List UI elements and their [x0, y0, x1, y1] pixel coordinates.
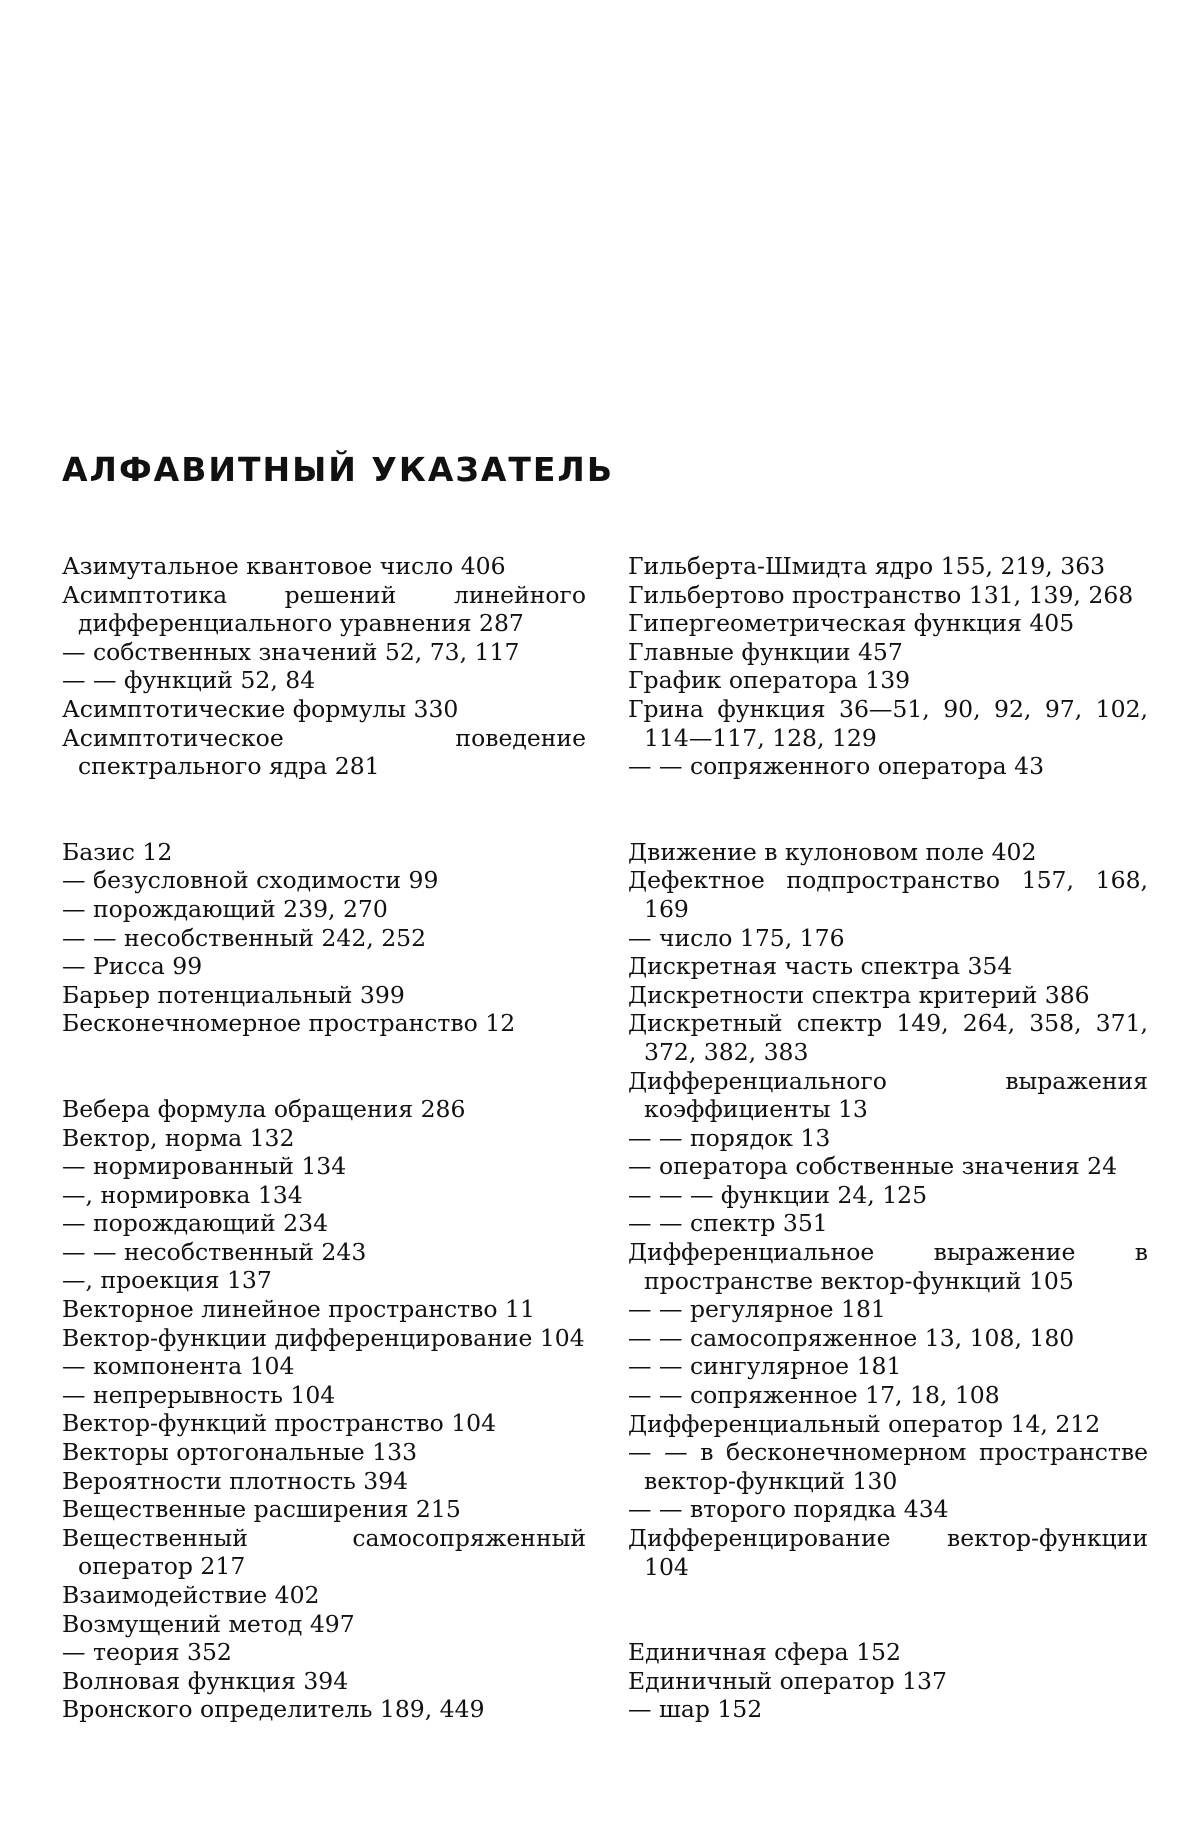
index-entry: — — спектр 351 [628, 1209, 828, 1238]
index-entry: — порождающий 239, 270 [62, 894, 388, 923]
index-entry: Возмущений метод 497 [62, 1609, 355, 1638]
index-section [628, 838, 1148, 1581]
index-entry: — оператора собственные значения 24 [628, 1152, 1118, 1181]
index-entry: Взаимодействие 402 [62, 1581, 320, 1609]
index-entry: — число 175, 176 [628, 923, 845, 952]
index-entry: Вещественные расширения 215 [62, 1495, 461, 1524]
index-entry: Гильберта-Шмидта ядро 155, 219, 363 [628, 552, 1106, 580]
index-entry: Грина функция 36—51, 90, 92, 97, 102, 114—117, 128, 129 [628, 694, 1148, 752]
index-entry: Вектор-функций пространство 104 [62, 1409, 497, 1438]
index-entry: — — несобственный 243 [62, 1237, 367, 1266]
index-section [628, 1638, 1148, 1724]
index-column-right [628, 552, 1148, 1724]
index-entry: —, проекция 137 [62, 1266, 272, 1295]
index-column-left [62, 552, 586, 1724]
index-entry: Гильбертово пространство 131, 139, 268 [628, 580, 1134, 609]
index-entry: Асимптотические формулы 330 [62, 694, 459, 723]
index-section [62, 1095, 586, 1724]
index-entry: —, нормировка 134 [62, 1180, 303, 1209]
index-entry: Главные функции 457 [628, 637, 903, 666]
index-entry: Дифференциального выражения коэффициенты 13 [628, 1066, 1148, 1124]
index-entry: — шар 152 [628, 1695, 763, 1724]
index-entry: — — в бесконечномерном пространстве вектор-функций 130 [628, 1438, 1148, 1495]
index-section [62, 838, 586, 1038]
index-entry: Гипергеометрическая функция 405 [628, 609, 1075, 638]
index-entry: — — регулярное 181 [628, 1295, 886, 1324]
index-entry: Дифференциальный оператор 14, 212 [628, 1409, 1101, 1438]
index-entry: Азимутальное квантовое число 406 [62, 552, 506, 580]
index-entry: — собственных значений 52, 73, 117 [62, 637, 520, 666]
index-entry: Дискретный спектр 149, 264, 358, 371, 372, 382, 383 [628, 1009, 1148, 1066]
index-entry: Векторное линейное пространство 11 [62, 1295, 535, 1324]
index-entry: — — сопряженное 17, 18, 108 [628, 1381, 1000, 1410]
index-entry: — — несобственный 242, 252 [62, 923, 427, 952]
index-title: АЛФАВИТНЫЙ УКАЗАТЕЛЬ [62, 450, 614, 489]
index-entry: Барьер потенциальный 399 [62, 980, 405, 1009]
section-gap [628, 1581, 1148, 1638]
index-entry: Асимптотика решений линейного дифференциального уравнения 287 [62, 580, 586, 638]
index-entry: Вебера формула обращения 286 [62, 1094, 466, 1123]
index-entry: Вронского определитель 189, 449 [62, 1695, 485, 1724]
index-entry: — — функций 52, 84 [62, 666, 316, 695]
index-entry: — — второго порядка 434 [628, 1495, 949, 1524]
index-entry: — непрерывность 104 [62, 1380, 336, 1409]
index-entry: — — сингулярное 181 [628, 1352, 902, 1381]
index-entry: Векторы ортогональные 133 [62, 1438, 418, 1467]
index-entry: Бесконечномерное пространство 12 [62, 1009, 516, 1038]
index-entry: Дифференциальное выражение в пространстве вектор-функций 105 [628, 1238, 1148, 1295]
index-entry: — компонента 104 [62, 1352, 295, 1381]
index-entry: — — порядок 13 [628, 1123, 831, 1152]
index-entry: Единичная сфера 152 [628, 1638, 901, 1667]
index-entry: — — самосопряженное 13, 108, 180 [628, 1323, 1075, 1352]
index-entry: Вектор-функции дифференцирование 104 [62, 1323, 585, 1352]
index-entry: Вектор, норма 132 [62, 1123, 295, 1152]
index-entry: Единичный оператор 137 [628, 1666, 947, 1695]
index-entry: — — — функции 24, 125 [628, 1180, 928, 1209]
index-entry: — порождающий 234 [62, 1209, 329, 1238]
index-entry: — — сопряженного оператора 43 [628, 752, 1045, 781]
index-section [628, 552, 1148, 781]
index-entry: Дискретная часть спектра 354 [628, 952, 1013, 981]
index-section [62, 552, 586, 781]
section-gap [628, 781, 1148, 838]
index-entry: Дискретности спектра критерий 386 [628, 980, 1090, 1009]
index-entry: Вероятности плотность 394 [62, 1466, 409, 1495]
index-entry: Асимптотическое поведение спектрального ядра 281 [62, 723, 586, 781]
index-entry: Дифференцирование вектор-функции 104 [628, 1524, 1148, 1581]
section-gap [62, 1038, 586, 1095]
index-entry: Базис 12 [62, 837, 173, 866]
index-entry: Волновая функция 394 [62, 1666, 349, 1695]
index-entry: Дефектное подпространство 157, 168, 169 [628, 866, 1148, 923]
index-entry: Движение в кулоновом поле 402 [628, 837, 1037, 866]
index-entry: — безусловной сходимости 99 [62, 866, 439, 895]
index-entry: — Рисса 99 [62, 952, 203, 981]
section-gap [62, 781, 586, 838]
index-entry: График оператора 139 [628, 666, 911, 695]
index-entry: Вещественный самосопряженный оператор 217 [62, 1523, 586, 1581]
index-entry: — теория 352 [62, 1638, 232, 1667]
index-entry: — нормированный 134 [62, 1152, 347, 1181]
